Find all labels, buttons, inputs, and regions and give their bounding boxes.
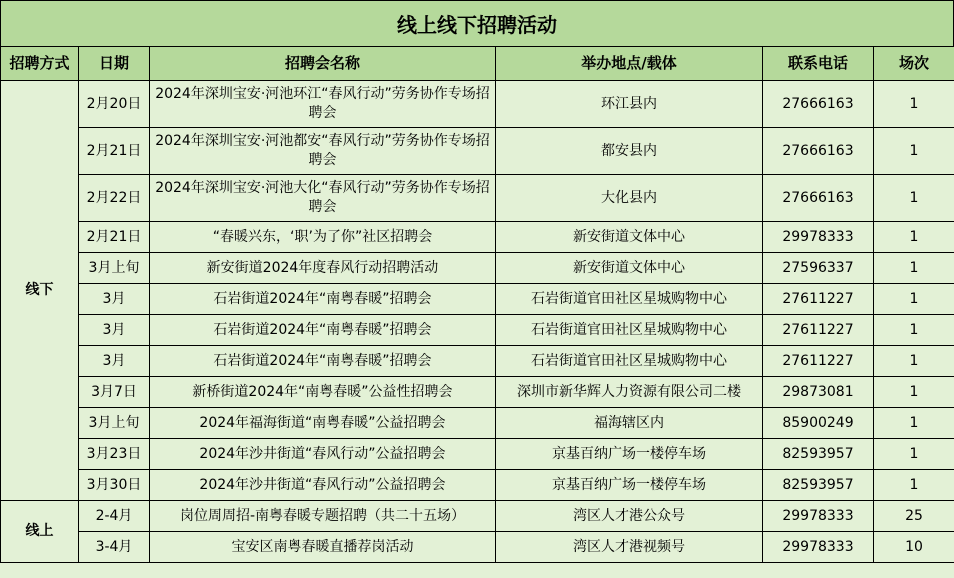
phone-cell: 85900249 [763,408,874,439]
date-cell: 2月22日 [79,175,150,222]
phone-cell: 27596337 [763,253,874,284]
date-cell: 2月20日 [79,81,150,128]
table-row [1,439,954,470]
phone-cell: 29978333 [763,532,874,563]
date-cell: 3月30日 [79,470,150,501]
date-cell: 3月上旬 [79,408,150,439]
table-row [1,222,954,253]
sessions-cell: 25 [874,501,954,532]
method-online: 线上 [1,501,79,563]
table-row [1,532,954,563]
phone-cell: 82593957 [763,439,874,470]
phone-cell: 27666163 [763,128,874,175]
event-name-cell: 新桥街道2024年“南粤春暖”公益性招聘会 [150,377,496,408]
sessions-cell: 1 [874,284,954,315]
event-name-cell: 2024年深圳宝安·河池环江“春风行动”劳务协作专场招聘会 [150,81,496,128]
sheet-title: 线上线下招聘活动 [0,0,954,47]
header-method: 招聘方式 [1,47,79,81]
table-row [1,408,954,439]
venue-cell: 新安街道文体中心 [496,222,763,253]
date-cell: 3月上旬 [79,253,150,284]
event-name-cell: 2024年深圳宝安·河池都安“春风行动”劳务协作专场招聘会 [150,128,496,175]
phone-cell: 29873081 [763,377,874,408]
header-date: 日期 [79,47,150,81]
table-row [1,346,954,377]
venue-cell: 湾区人才港公众号 [496,501,763,532]
table-row [1,501,954,532]
table-row [1,315,954,346]
venue-cell: 京基百纳广场一楼停车场 [496,439,763,470]
header-sessions: 场次 [874,47,954,81]
event-name-cell: 新安街道2024年度春风行动招聘活动 [150,253,496,284]
date-cell: 3月23日 [79,439,150,470]
header-name: 招聘会名称 [150,47,496,81]
event-name-cell: 石岩街道2024年“南粤春暖”招聘会 [150,284,496,315]
phone-cell: 27611227 [763,346,874,377]
phone-cell: 27611227 [763,284,874,315]
sessions-cell: 1 [874,470,954,501]
sessions-cell: 1 [874,222,954,253]
phone-cell: 29978333 [763,222,874,253]
phone-cell: 27666163 [763,81,874,128]
events-table [0,46,954,563]
event-name-cell: 2024年深圳宝安·河池大化“春风行动”劳务协作专场招聘会 [150,175,496,222]
sessions-cell: 1 [874,128,954,175]
event-name-cell: 2024年沙井街道“春风行动”公益招聘会 [150,439,496,470]
event-name-cell: 宝安区南粤春暖直播荐岗活动 [150,532,496,563]
event-name-cell: 2024年福海街道“南粤春暖”公益招聘会 [150,408,496,439]
date-cell: 3月7日 [79,377,150,408]
sessions-cell: 1 [874,175,954,222]
venue-cell: 都安县内 [496,128,763,175]
venue-cell: 京基百纳广场一楼停车场 [496,470,763,501]
event-name-cell: “春暖兴东，‘职’为了你”社区招聘会 [150,222,496,253]
header-row [1,47,954,81]
venue-cell: 大化县内 [496,175,763,222]
table-row [1,175,954,222]
date-cell: 3月 [79,284,150,315]
event-name-cell: 2024年沙井街道“春风行动”公益招聘会 [150,470,496,501]
sessions-cell: 1 [874,346,954,377]
sessions-cell: 10 [874,532,954,563]
table-row [1,128,954,175]
venue-cell: 石岩街道官田社区星城购物中心 [496,284,763,315]
table-row [1,284,954,315]
sessions-cell: 1 [874,439,954,470]
phone-cell: 27666163 [763,175,874,222]
phone-cell: 27611227 [763,315,874,346]
date-cell: 3月 [79,315,150,346]
method-offline: 线下 [1,81,79,501]
venue-cell: 湾区人才港视频号 [496,532,763,563]
date-cell: 2月21日 [79,222,150,253]
table-row [1,470,954,501]
event-name-cell: 石岩街道2024年“南粤春暖”招聘会 [150,346,496,377]
sessions-cell: 1 [874,253,954,284]
venue-cell: 新安街道文体中心 [496,253,763,284]
table-row [1,377,954,408]
phone-cell: 82593957 [763,470,874,501]
sessions-cell: 1 [874,408,954,439]
venue-cell: 环江县内 [496,81,763,128]
sessions-cell: 1 [874,81,954,128]
header-phone: 联系电话 [763,47,874,81]
venue-cell: 石岩街道官田社区星城购物中心 [496,315,763,346]
date-cell: 2-4月 [79,501,150,532]
event-name-cell: 石岩街道2024年“南粤春暖”招聘会 [150,315,496,346]
venue-cell: 深圳市新华辉人力资源有限公司二楼 [496,377,763,408]
event-name-cell: 岗位周周招-南粤春暖专题招聘（共二十五场） [150,501,496,532]
table-row [1,253,954,284]
phone-cell: 29978333 [763,501,874,532]
sessions-cell: 1 [874,377,954,408]
venue-cell: 石岩街道官田社区星城购物中心 [496,346,763,377]
date-cell: 3-4月 [79,532,150,563]
venue-cell: 福海辖区内 [496,408,763,439]
sessions-cell: 1 [874,315,954,346]
date-cell: 2月21日 [79,128,150,175]
table-row [1,81,954,128]
date-cell: 3月 [79,346,150,377]
header-venue: 举办地点/载体 [496,47,763,81]
